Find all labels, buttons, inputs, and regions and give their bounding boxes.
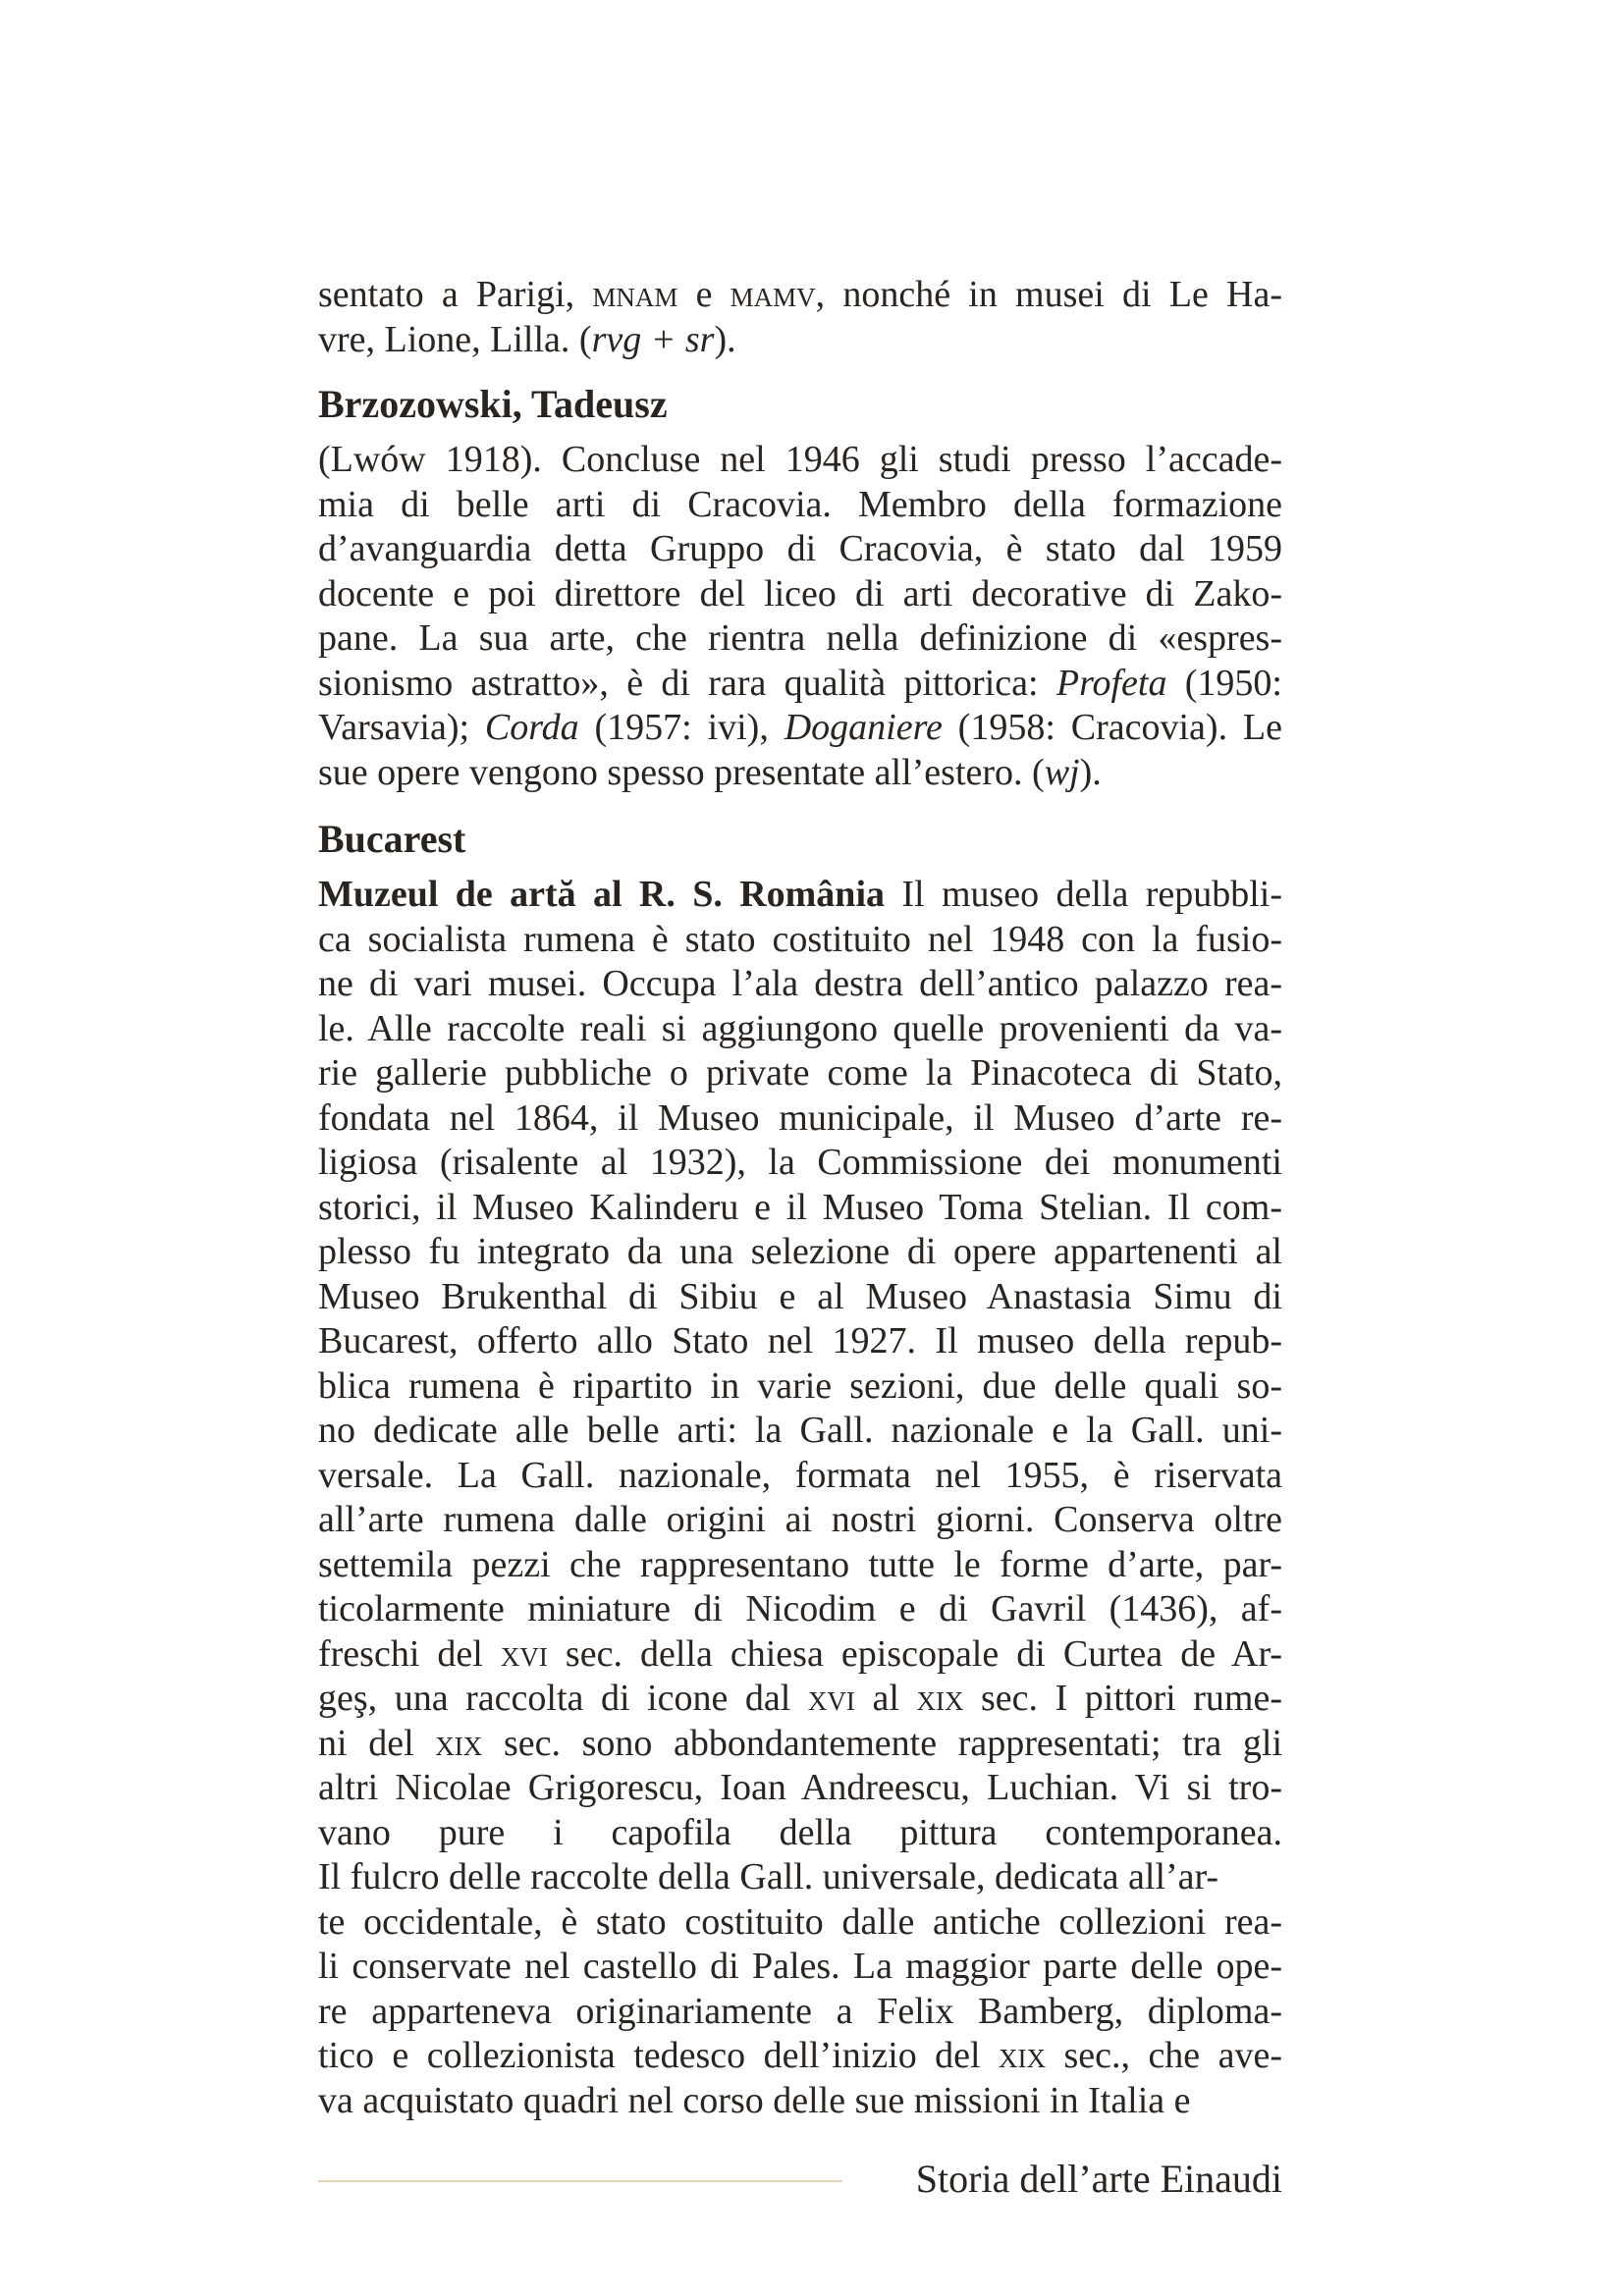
text-line bbox=[318, 1230, 1282, 1275]
italic-run: wj bbox=[1044, 751, 1080, 793]
text-line bbox=[318, 616, 1282, 662]
text-run: Museo Brukenthal di Sibiu e al Museo Anastasia Simu di bbox=[318, 1275, 1282, 1317]
text-line bbox=[318, 2034, 1282, 2079]
text-run: freschi del bbox=[318, 1632, 501, 1675]
text-line bbox=[318, 962, 1282, 1007]
text-line bbox=[318, 1051, 1282, 1096]
text-run: Varsavia); bbox=[318, 707, 485, 748]
footer-rule bbox=[318, 2180, 842, 2182]
text-run: sue opere vengono spesso presentate all’estero. ( bbox=[318, 751, 1045, 793]
text-run: , nonché in musei di Le Ha- bbox=[815, 274, 1282, 315]
text-run: vano pure i capofila della pittura contemporanea. bbox=[318, 1811, 1282, 1853]
text-line bbox=[318, 1722, 1282, 1767]
text-line bbox=[318, 1096, 1282, 1142]
text-run: sec., che ave- bbox=[1046, 2035, 1282, 2076]
text-run: sec. della chiesa episcopale di Curtea de Ar- bbox=[547, 1632, 1282, 1675]
text-line bbox=[318, 1677, 1282, 1722]
text-line bbox=[318, 918, 1282, 963]
text-run: rie gallerie pubbliche o private come la Pinacoteca di Stato, bbox=[318, 1052, 1282, 1094]
text-run: Il fulcro delle raccolte della Gall. universale, dedicata all’ar- bbox=[318, 1856, 1219, 1897]
entry-heading-bucarest: Bucarest bbox=[318, 817, 466, 861]
text-line bbox=[318, 1007, 1282, 1052]
text-line bbox=[318, 1587, 1282, 1632]
text-line bbox=[318, 438, 1282, 483]
text-run: sentato a Parigi, bbox=[318, 274, 593, 315]
text-run: e bbox=[677, 274, 730, 315]
text-line bbox=[318, 706, 1282, 751]
text-run: va acquistato quadri nel corso delle sue missioni in Italia e bbox=[318, 2079, 1191, 2121]
text-run: ticolarmente miniature di Nicodim e di Gavril (1436), af- bbox=[318, 1588, 1282, 1629]
smallcaps-run: mamv bbox=[730, 274, 816, 315]
footer-book-title: Storia dell’arte Einaudi bbox=[915, 2157, 1282, 2201]
text-run: docente e poi direttore del liceo di arti decorative di Zako- bbox=[318, 572, 1282, 614]
smallcaps-run: xvi bbox=[807, 1678, 855, 1719]
text-run: (1950: bbox=[1166, 662, 1282, 704]
text-run: sec. sono abbondantemente rappresentati; tra gli bbox=[482, 1722, 1282, 1764]
text-run: no dedicate alle belle arti: la Gall. nazionale e la Gall. uni- bbox=[318, 1410, 1282, 1451]
text-run: versale. La Gall. nazionale, formata nel 1955, è riservata bbox=[318, 1454, 1282, 1496]
text-column bbox=[318, 273, 1282, 2123]
text-run: le. Alle raccolte reali si aggiungono quelle provenienti da va- bbox=[318, 1007, 1282, 1049]
text-line bbox=[318, 483, 1282, 528]
text-run: re apparteneva originariamente a Felix Bamberg, diploma- bbox=[318, 1990, 1282, 2032]
text-line bbox=[318, 1766, 1282, 1811]
text-line bbox=[318, 1543, 1282, 1588]
text-line bbox=[318, 751, 1282, 796]
italic-run: rvg + sr bbox=[591, 318, 715, 360]
italic-run: Profeta bbox=[1055, 662, 1167, 704]
text-line bbox=[318, 1319, 1282, 1364]
text-run: settemila pezzi che rappresentano tutte le forme d’arte, par- bbox=[318, 1543, 1282, 1585]
text-run: ca socialista rumena è stato costituito nel 1948 con la fusio- bbox=[318, 918, 1282, 960]
text-line bbox=[318, 662, 1282, 707]
text-line bbox=[318, 1811, 1282, 1856]
text-run: tico e collezionista tedesco dell’inizio del bbox=[318, 2035, 1000, 2076]
text-run: ). bbox=[714, 318, 736, 360]
text-run: storici, il Museo Kalinderu e il Museo Toma Stelian. Il com- bbox=[318, 1186, 1282, 1228]
text-line bbox=[318, 1186, 1282, 1231]
text-run: altri Nicolae Grigorescu, Ioan Andreescu, Luchian. Vi si tro- bbox=[318, 1767, 1282, 1808]
text-run: mia di belle arti di Cracovia. Membro della formazione bbox=[318, 483, 1282, 525]
text-run: ligiosa (risalente al 1932), la Commissione dei monumenti bbox=[318, 1142, 1282, 1183]
text-run: d’avanguardia detta Gruppo di Cracovia, è stato dal 1959 bbox=[318, 528, 1282, 569]
text-line bbox=[318, 2079, 1282, 2124]
text-run: sec. I pittori rume- bbox=[963, 1678, 1282, 1719]
text-line bbox=[318, 1990, 1282, 2035]
text-line bbox=[318, 572, 1282, 617]
italic-run: Corda bbox=[484, 707, 579, 748]
subentry-title: Muzeul de artă al R. S. România bbox=[318, 874, 886, 915]
entry-body-brzozowski bbox=[318, 438, 1282, 795]
text-run: ne di vari musei. Occupa l’ala destra dell’antico palazzo rea- bbox=[318, 963, 1282, 1004]
text-run: fondata nel 1864, il Museo municipale, il Museo d’arte re- bbox=[318, 1096, 1282, 1139]
text-run: ). bbox=[1079, 751, 1102, 793]
text-line bbox=[318, 1498, 1282, 1543]
text-line bbox=[318, 1632, 1282, 1678]
text-line bbox=[318, 1409, 1282, 1454]
entry-body-bucarest bbox=[318, 873, 1282, 2123]
text-run: sionismo astratto», è di rara qualità pittorica: bbox=[318, 662, 1056, 704]
text-run: te occidentale, è stato costituito dalle antiche collezioni rea- bbox=[318, 1900, 1282, 1943]
entry-continuation bbox=[318, 273, 1282, 362]
text-line bbox=[318, 1900, 1282, 1946]
text-line bbox=[318, 1855, 1282, 1900]
text-run: al bbox=[854, 1678, 917, 1719]
smallcaps-run: xix bbox=[999, 2035, 1047, 2076]
smallcaps-run: xix bbox=[916, 1678, 964, 1719]
text-line bbox=[318, 273, 1282, 318]
text-line bbox=[318, 1141, 1282, 1186]
text-run: li conservate nel castello di Pales. La maggior parte delle ope- bbox=[318, 1946, 1282, 1987]
text-line bbox=[318, 1364, 1282, 1410]
text-run: (1957: ivi), bbox=[578, 707, 784, 748]
text-line bbox=[318, 527, 1282, 572]
text-line bbox=[318, 1275, 1282, 1320]
text-run: pane. La sua arte, che rientra nella definizione di «espres- bbox=[318, 617, 1282, 659]
text-line bbox=[318, 1454, 1282, 1499]
text-run: all’arte rumena dalle origini ai nostri giorni. Conserva oltre bbox=[318, 1499, 1282, 1540]
text-run: (Lwów 1918). Concluse nel 1946 gli studi presso l’accade- bbox=[318, 439, 1282, 480]
entry-heading-brzozowski: Brzozowski, Tadeusz bbox=[318, 382, 668, 426]
text-line bbox=[318, 1945, 1282, 1990]
smallcaps-run: mnam bbox=[592, 274, 678, 315]
text-run: geş, una raccolta di icone dal bbox=[318, 1678, 808, 1719]
text-run: Il museo della repubbli- bbox=[885, 874, 1283, 915]
text-line bbox=[318, 873, 1282, 918]
text-line bbox=[318, 318, 1282, 363]
text-run: (1958: Cracovia). Le bbox=[942, 707, 1283, 748]
text-run: Bucarest, offerto allo Stato nel 1927. Il museo della repub- bbox=[318, 1320, 1282, 1362]
text-run: plesso fu integrato da una selezione di opere appartenenti al bbox=[318, 1231, 1282, 1272]
smallcaps-run: xvi bbox=[500, 1632, 548, 1675]
text-run: vre, Lione, Lilla. ( bbox=[318, 318, 592, 360]
italic-run: Doganiere bbox=[784, 707, 943, 748]
text-run: blica rumena è ripartito in varie sezioni, due delle quali so- bbox=[318, 1364, 1282, 1407]
smallcaps-run: xix bbox=[435, 1722, 483, 1764]
text-run: ni del bbox=[318, 1722, 436, 1764]
